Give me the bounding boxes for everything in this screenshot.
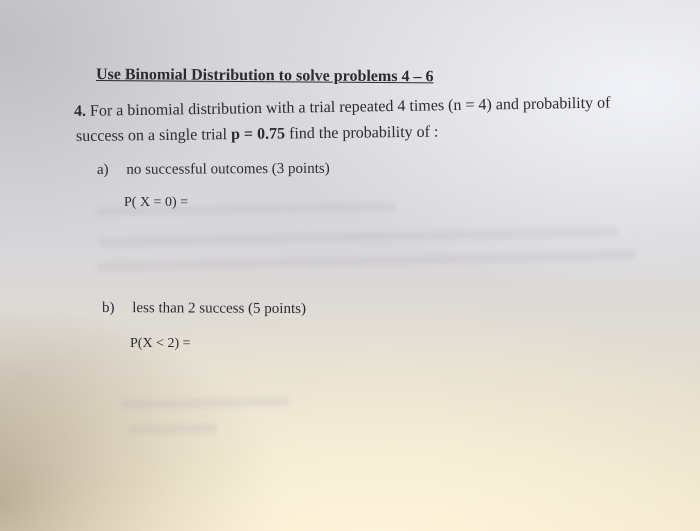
question-4-line-1 (74, 95, 611, 121)
n-value: (n = 4) (447, 96, 492, 115)
question-text: find the probability of : (288, 123, 439, 143)
part-text: less than 2 success (5 points) (132, 300, 307, 318)
question-text: and probability of (495, 94, 611, 114)
part-b-prompt (102, 300, 306, 318)
question-number: 4. (73, 102, 87, 120)
part-a-formula: P( X = 0) = (124, 195, 189, 210)
part-label: a) (96, 161, 109, 178)
part-label: b) (101, 300, 115, 317)
question-4-line-2 (76, 124, 439, 146)
question-text: success on a single trial (75, 126, 228, 145)
bleed-through-shadow (128, 423, 218, 435)
worksheet-heading: Use Binomial Distribution to solve problems 4 – 6 (95, 66, 434, 86)
question-text: For a binomial distribution with a trial repeated 4 times (89, 97, 445, 120)
bleed-through-shadow (96, 250, 636, 272)
bleed-through-shadow (98, 227, 618, 248)
part-a-prompt (97, 161, 330, 179)
part-text: no successful outcomes (3 points) (126, 160, 330, 178)
part-b-formula: P(X < 2) = (130, 336, 191, 351)
p-value: p = 0.75 (230, 125, 286, 144)
bleed-through-shadow (120, 397, 290, 410)
